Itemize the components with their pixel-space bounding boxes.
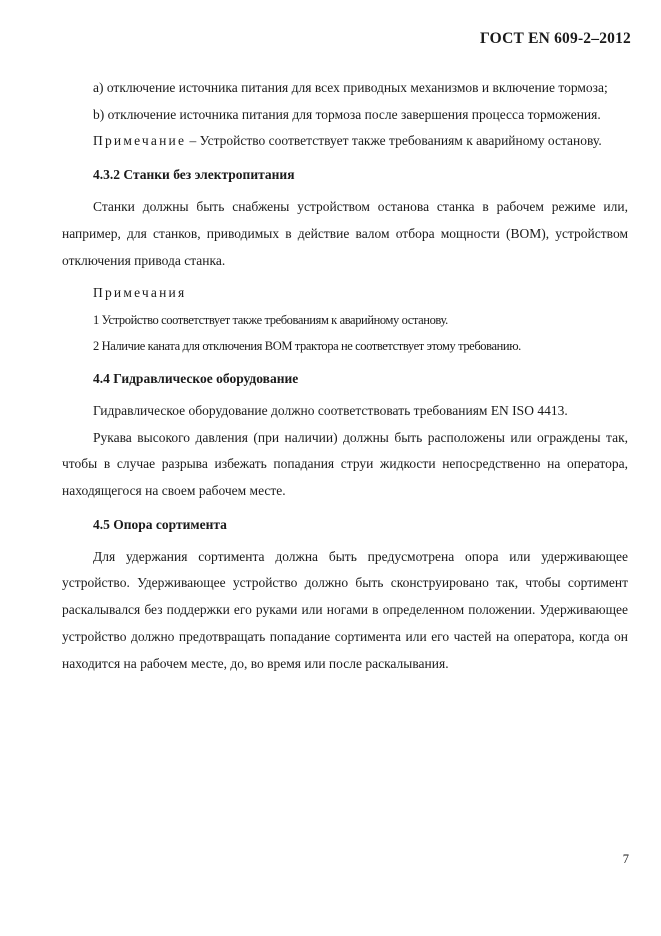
section-4-5-text: Для удержания сортимента должна быть предусмотрена опора или удерживающее устройство. Удерживающее устройство должно быть сконструировано так, чтобы сортимент раскалывался без поддержки его руками или ногами в определенном положении. Удерживающее устройство должно предотвращать попадание сортимента или его частей на оператора, когда он находится на рабочем месте, до, во время или после раскалывания. [62, 548, 628, 671]
notes-label: Примечания [93, 285, 187, 301]
section-4-3-2-text: Станки должны быть снабжены устройством останова станка в рабочем режиме или, например, для станков, приводимых в действие валом отбора мощности (ВОМ), устройством отключения привода станка. [62, 199, 628, 268]
note-label: Примечание [93, 133, 187, 149]
page-content [62, 75, 628, 677]
note-item-1: 1 Устройство соответствует также требованиям к аварийному останову. [93, 312, 448, 327]
section-4-4-heading: 4.4 Гидравлическое оборудование [93, 370, 299, 386]
paragraph-a: a) отключение источника питания для всех приводных механизмов и включение тормоза; [93, 80, 608, 95]
section-4-5-heading: 4.5 Опора сортимента [93, 516, 227, 532]
page-number: 7 [622, 852, 629, 866]
section-4-3-2-heading: 4.3.2 Станки без электропитания [93, 167, 295, 183]
paragraph-b: b) отключение источника питания для тормоза после завершения процесса торможения. [93, 106, 601, 122]
document-header: ГОСТ EN 609-2–2012 [479, 30, 631, 47]
section-4-4-text-1: Гидравлическое оборудование должно соответствовать требованиям EN ISO 4413. [93, 402, 568, 418]
note-paragraph [62, 128, 628, 155]
note-item-2: 2 Наличие каната для отключения ВОМ трактора не соответствует этому требованию. [93, 338, 521, 353]
note-text: – Устройство соответствует также требованиям к аварийному останову. [186, 133, 602, 149]
section-4-4-text-2: Рукава высокого давления (при наличии) должны быть расположены или ограждены так, чтобы в случае разрыва избежать попадания струи жидкости непосредственно на оператора, находящегося на своем рабочем месте. [62, 429, 628, 499]
